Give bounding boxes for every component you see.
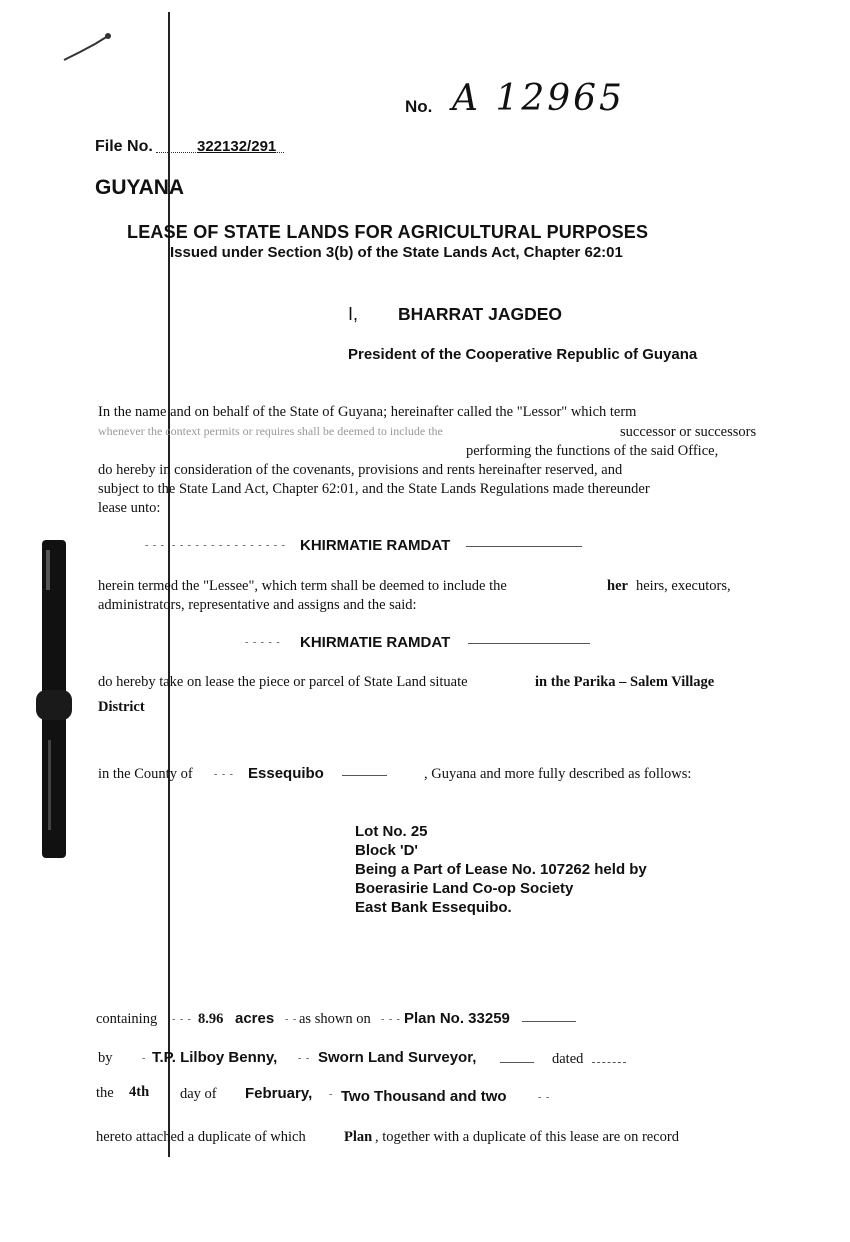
binding-strip [36,540,74,858]
lot-block: Block 'D' [355,842,418,859]
dated-label: dated [552,1051,584,1067]
month: February, [245,1085,313,1102]
surveyor-title: Sworn Land Surveyor, [318,1049,477,1066]
county-name: Essequibo [248,765,324,782]
leader-line [522,1021,576,1022]
day-of-label: day of [180,1086,217,1102]
country-heading: GUYANA [95,176,185,199]
document-title: LEASE OF STATE LANDS FOR AGRICULTURAL PURPOSES [127,222,649,242]
lot-description [355,822,647,917]
body-line-3: performing the functions of the said Office, [466,443,719,459]
containing-label: containing [96,1011,158,1027]
leader-dots: - [329,1089,334,1100]
body-line-2-faded: whenever the context permits or requires shall be deemed to include the [98,424,443,438]
leader-dots: - [142,1053,147,1064]
take-lease-line-a: do hereby take on lease the piece or parcel of State Land situate [98,674,468,690]
leader-dots: - - [285,1014,298,1025]
issuer-pronoun: I, [348,304,359,324]
surveyor-name: T.P. Lilboy Benny, [152,1049,278,1066]
leader-dots: - - - - - - - - - - - - - - - - - - [145,540,286,551]
leader-line [468,643,590,644]
leader-line [342,775,387,776]
the-label: the [96,1085,114,1101]
issuer-name: BHARRAT JAGDEO [398,304,562,324]
body-line-6: lease unto: [98,500,161,516]
year: Two Thousand and two [341,1088,507,1105]
take-lease-location: in the Parika – Salem Village [535,674,715,690]
lessee-name: KHIRMATIE RAMDAT [300,537,451,554]
number-label: No. [405,97,433,116]
district-label: District [98,699,145,715]
day-number: 4th [129,1084,150,1100]
lot-society: Boerasirie Land Co-op Society [355,880,574,897]
lot-number: Lot No. 25 [355,823,428,840]
leader-dots: - - - [214,769,234,780]
lessee-line-2: administrators, representative and assigns and the said: [98,597,417,613]
body-line-5: subject to the State Land Act, Chapter 62:01, and the State Lands Regulations made thereunder [98,481,650,497]
leader-dots: - - [298,1053,311,1064]
document-subtitle: Issued under Section 3(b) of the State Lands Act, Chapter 62:01 [170,244,623,261]
county-line-b: , Guyana and more fully described as follows: [424,766,692,782]
record-line-a: hereto attached a duplicate of which [96,1129,306,1145]
record-line-plan: Plan [344,1129,373,1145]
body-line-1: In the name and on behalf of the State of Guyana; hereinafter called the "Lessor" which term [98,404,637,420]
acres-label: acres [235,1010,275,1027]
by-label: by [98,1050,113,1066]
shown-on-label: as shown on [299,1011,371,1027]
lessee-name-repeat: KHIRMATIE RAMDAT [300,634,451,651]
lot-lease-ref: Being a Part of Lease No. 107262 held by [355,861,647,878]
body-line-4: do hereby in consideration of the covenants, provisions and rents hereinafter reserved, and [98,462,623,478]
leader-line [500,1062,534,1063]
leader-line [592,1062,626,1063]
leader-dots: - - [538,1092,551,1103]
plan-number: Plan No. 33259 [404,1010,510,1027]
file-number-value: 322132/291 [197,138,277,155]
lessee-line-1b: heirs, executors, [636,578,731,594]
file-number-label: File No. [95,138,153,155]
county-line-a: in the County of [98,766,193,782]
document-number-handwritten: A 12965 [452,78,625,119]
leader-dots: - - - [381,1014,401,1025]
leader-dots: - - - - - [245,637,281,648]
leader-line [466,546,582,547]
leader-dots: - - - [172,1014,192,1025]
pen-scribble-mark [60,30,115,65]
lot-location: East Bank Essequibo. [355,899,512,916]
issuer-office: President of the Cooperative Republic of Guyana [348,346,698,363]
lessee-line-1a: herein termed the "Lessee", which term shall be deemed to include the [98,578,507,594]
record-line-b: , together with a duplicate of this lease are on record [375,1129,679,1145]
acres-value: 8.96 [198,1011,224,1027]
body-line-2: successor or successors [620,424,757,440]
lessee-line-her: her [607,578,628,594]
